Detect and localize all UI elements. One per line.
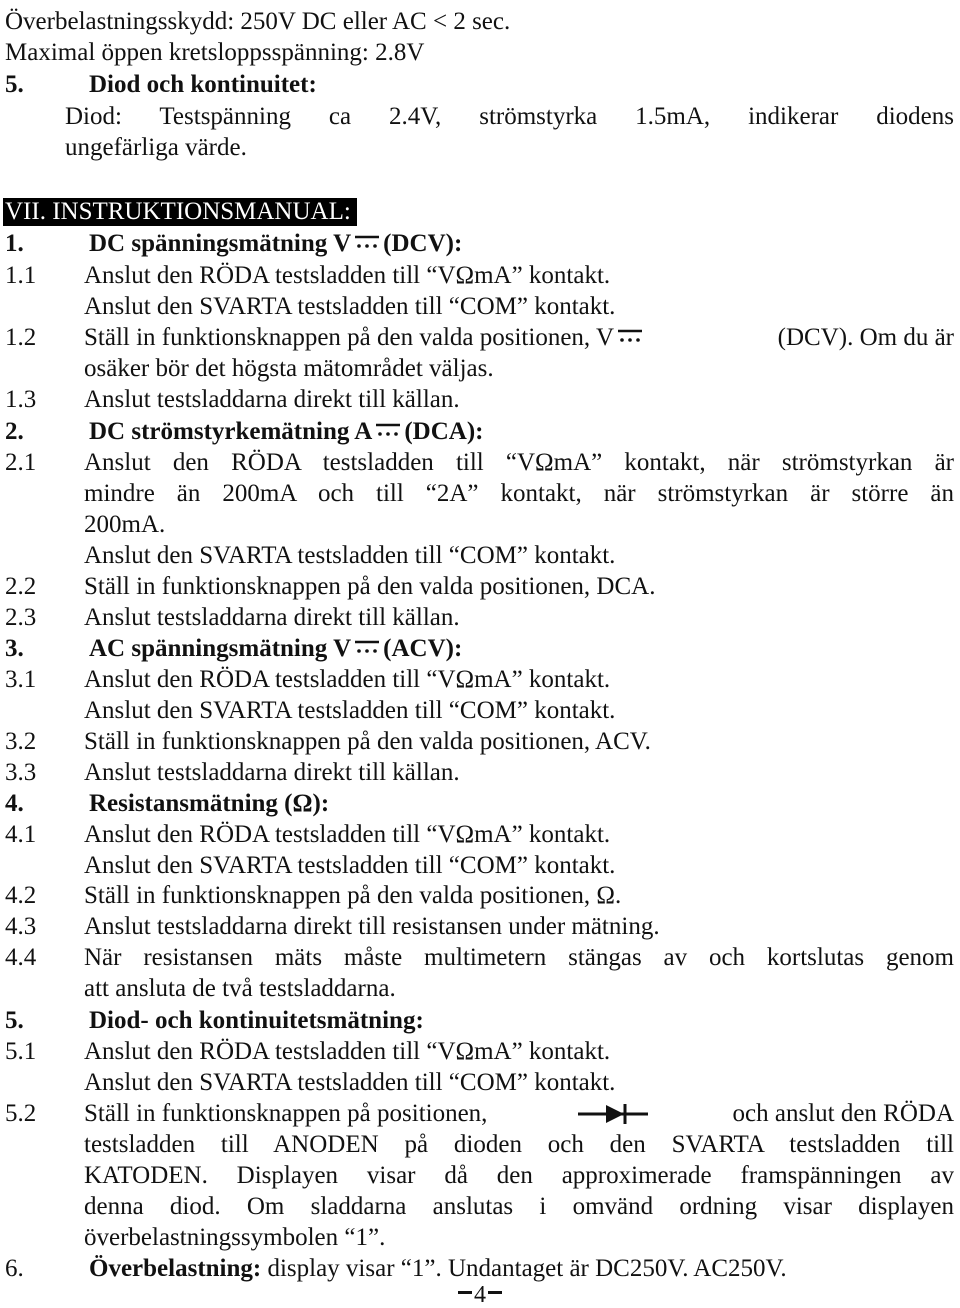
list-item-cont	[5, 1067, 954, 1098]
list-item-cont	[5, 540, 954, 571]
heading-number: 5.	[5, 71, 24, 98]
item-text	[89, 1253, 954, 1284]
item-text-a1: Ställ in funktionsknappen på den valda positionen, V	[84, 324, 615, 351]
text-line	[5, 37, 954, 68]
list-item	[5, 757, 954, 788]
item-text-bold: Överbelastning:	[89, 1255, 262, 1282]
heading-title-b: (DCA):	[404, 418, 484, 445]
item-number: 1.3	[5, 386, 37, 413]
section-heading	[5, 633, 954, 664]
heading-title-a: DC spänningsmätning V	[89, 230, 352, 257]
list-item-cont	[5, 1222, 954, 1253]
item-text: Anslut testsladdarna direkt till källan.	[84, 759, 460, 786]
item-text: KATODEN. Displayen visar då den approximerade framspänningen av	[84, 1162, 954, 1189]
item-text: Ställ in funktionsknappen på den valda positionen, DCA.	[84, 573, 656, 600]
list-item-cont	[5, 1191, 954, 1222]
text-line	[5, 101, 954, 132]
chapter-banner	[3, 196, 954, 227]
item-number: 2.2	[5, 573, 37, 600]
item-text: Anslut den SVARTA testsladden till “COM” kontakt.	[84, 542, 616, 569]
item-text: Anslut den SVARTA testsladden till “COM” kontakt.	[84, 293, 616, 320]
item-text	[84, 1098, 954, 1129]
list-item	[5, 880, 954, 911]
list-item	[5, 260, 954, 291]
item-text-b: och anslut den RÖDA	[732, 1100, 954, 1127]
section-heading	[5, 228, 954, 259]
heading-number: 3.	[5, 635, 24, 662]
item-text: Anslut den RÖDA testsladden till “VΩmA” kontakt.	[84, 262, 611, 289]
list-item-cont	[5, 850, 954, 881]
item-text: Anslut testsladdarna direkt till resistansen under mätning.	[84, 913, 660, 940]
list-item	[5, 447, 954, 478]
list-item-cont	[5, 478, 954, 509]
dc-symbol-icon	[374, 420, 402, 442]
heading-title-a: DC strömstyrkemätning A	[89, 418, 373, 445]
page-number	[0, 1282, 960, 1308]
item-number: 3.1	[5, 666, 37, 693]
list-item	[5, 726, 954, 757]
item-text: När resistansen mäts måste multimetern stängas av och kortslutas genom	[84, 944, 954, 971]
item-text-a	[84, 322, 646, 353]
list-item	[5, 1253, 954, 1284]
heading-title-b: (ACV):	[383, 635, 463, 662]
text-line	[5, 132, 954, 163]
item-number: 5.2	[5, 1100, 37, 1127]
section-heading	[5, 1005, 954, 1036]
heading-number: 1.	[5, 230, 24, 257]
list-item-cont	[5, 1129, 954, 1160]
page-number-value: 4	[474, 1282, 486, 1308]
item-text: överbelastningssymbolen “1”.	[84, 1224, 386, 1251]
heading-title: Resistansmätning (Ω):	[89, 790, 330, 817]
item-text	[84, 322, 954, 353]
list-item	[5, 384, 954, 415]
item-number: 1.2	[5, 324, 37, 351]
item-number: 3.2	[5, 728, 37, 755]
section-heading	[5, 788, 954, 819]
list-item-cont	[5, 353, 954, 384]
diode-description-cont: ungefärliga värde.	[65, 134, 247, 161]
item-number: 4.2	[5, 882, 37, 909]
item-number: 5.1	[5, 1038, 37, 1065]
heading-number: 4.	[5, 790, 24, 817]
heading-number: 5.	[5, 1007, 24, 1034]
item-number: 1.1	[5, 262, 37, 289]
item-text: Anslut testsladdarna direkt till källan.	[84, 604, 460, 631]
item-text: Anslut den RÖDA testsladden till “VΩmA” kontakt.	[84, 821, 611, 848]
dc-symbol-icon	[353, 232, 381, 254]
item-text-rest: display visar “1”. Undantaget är DC250V. AC250V.	[261, 1255, 787, 1282]
heading-title: Diod- och kontinuitetsmätning:	[89, 1007, 424, 1034]
list-item-cont	[5, 973, 954, 1004]
list-item	[5, 942, 954, 973]
item-text: Ställ in funktionsknappen på den valda positionen, ACV.	[84, 728, 651, 755]
diode-icon	[578, 1102, 648, 1126]
item-number: 6.	[5, 1255, 24, 1282]
heading-title-b: (DCV):	[383, 230, 463, 257]
section-heading	[5, 416, 954, 447]
item-number: 4.1	[5, 821, 37, 848]
item-text: Anslut den RÖDA testsladden till “VΩmA” kontakt, när strömstyrkan är	[84, 449, 954, 476]
list-item	[5, 911, 954, 942]
chapter-title: VII. INSTRUKTIONSMANUAL:	[3, 198, 357, 226]
item-text: Anslut den SVARTA testsladden till “COM” kontakt.	[84, 697, 616, 724]
max-open-voltage-text: Maximal öppen kretsloppsspänning: 2.8V	[5, 39, 425, 66]
list-item-cont	[5, 695, 954, 726]
heading-title-a: AC spänningsmätning V	[89, 635, 352, 662]
item-text: osäker bör det högsta mätområdet väljas.	[84, 355, 494, 382]
section-heading	[5, 69, 954, 100]
list-item-cont	[5, 1160, 954, 1191]
heading-title: Diod och kontinuitet:	[89, 71, 317, 98]
item-text-b: (DCV). Om du är	[777, 324, 954, 351]
text-line	[5, 6, 954, 37]
dc-symbol-icon	[616, 326, 644, 348]
list-item	[5, 322, 954, 353]
list-item	[5, 664, 954, 695]
list-item	[5, 571, 954, 602]
item-text: Ställ in funktionsknappen på den valda positionen, Ω.	[84, 882, 622, 909]
item-text: Anslut den SVARTA testsladden till “COM” kontakt.	[84, 852, 616, 879]
dash-left	[458, 1291, 472, 1294]
heading-number: 2.	[5, 418, 24, 445]
item-text: att ansluta de två testsladdarna.	[84, 975, 396, 1002]
list-item-cont	[5, 509, 954, 540]
item-text: testsladden till ANODEN på dioden och den SVARTA testsladden till	[84, 1131, 954, 1158]
list-item	[5, 819, 954, 850]
list-item	[5, 602, 954, 633]
item-text: Anslut testsladdarna direkt till källan.	[84, 386, 460, 413]
heading-title	[89, 228, 954, 259]
item-number: 3.3	[5, 759, 37, 786]
dash-right	[488, 1291, 502, 1294]
item-text: denna diod. Om sladdarna anslutas i omvänd ordning visar displayen	[84, 1193, 954, 1220]
list-item-cont	[5, 291, 954, 322]
item-number: 4.3	[5, 913, 37, 940]
item-text: Anslut den RÖDA testsladden till “VΩmA” kontakt.	[84, 1038, 611, 1065]
overload-protection-text: Överbelastningsskydd: 250V DC eller AC < 2 sec.	[5, 8, 511, 35]
item-text: Anslut den RÖDA testsladden till “VΩmA” kontakt.	[84, 666, 611, 693]
ac-symbol-icon	[353, 637, 381, 659]
item-text-a: Ställ in funktionsknappen på positionen,	[84, 1100, 488, 1127]
list-item	[5, 1036, 954, 1067]
item-number: 4.4	[5, 944, 37, 971]
item-text: 200mA.	[84, 511, 166, 538]
item-number: 2.1	[5, 449, 37, 476]
item-text: mindre än 200mA och till “2A” kontakt, när strömstyrkan är större än	[84, 480, 954, 507]
heading-title	[89, 633, 954, 664]
item-text: Anslut den SVARTA testsladden till “COM” kontakt.	[84, 1069, 616, 1096]
item-number: 2.3	[5, 604, 37, 631]
heading-title	[89, 416, 954, 447]
diode-description: Diod: Testspänning ca 2.4V, strömstyrka 1.5mA, indikerar diodens	[65, 103, 954, 130]
list-item	[5, 1098, 954, 1129]
